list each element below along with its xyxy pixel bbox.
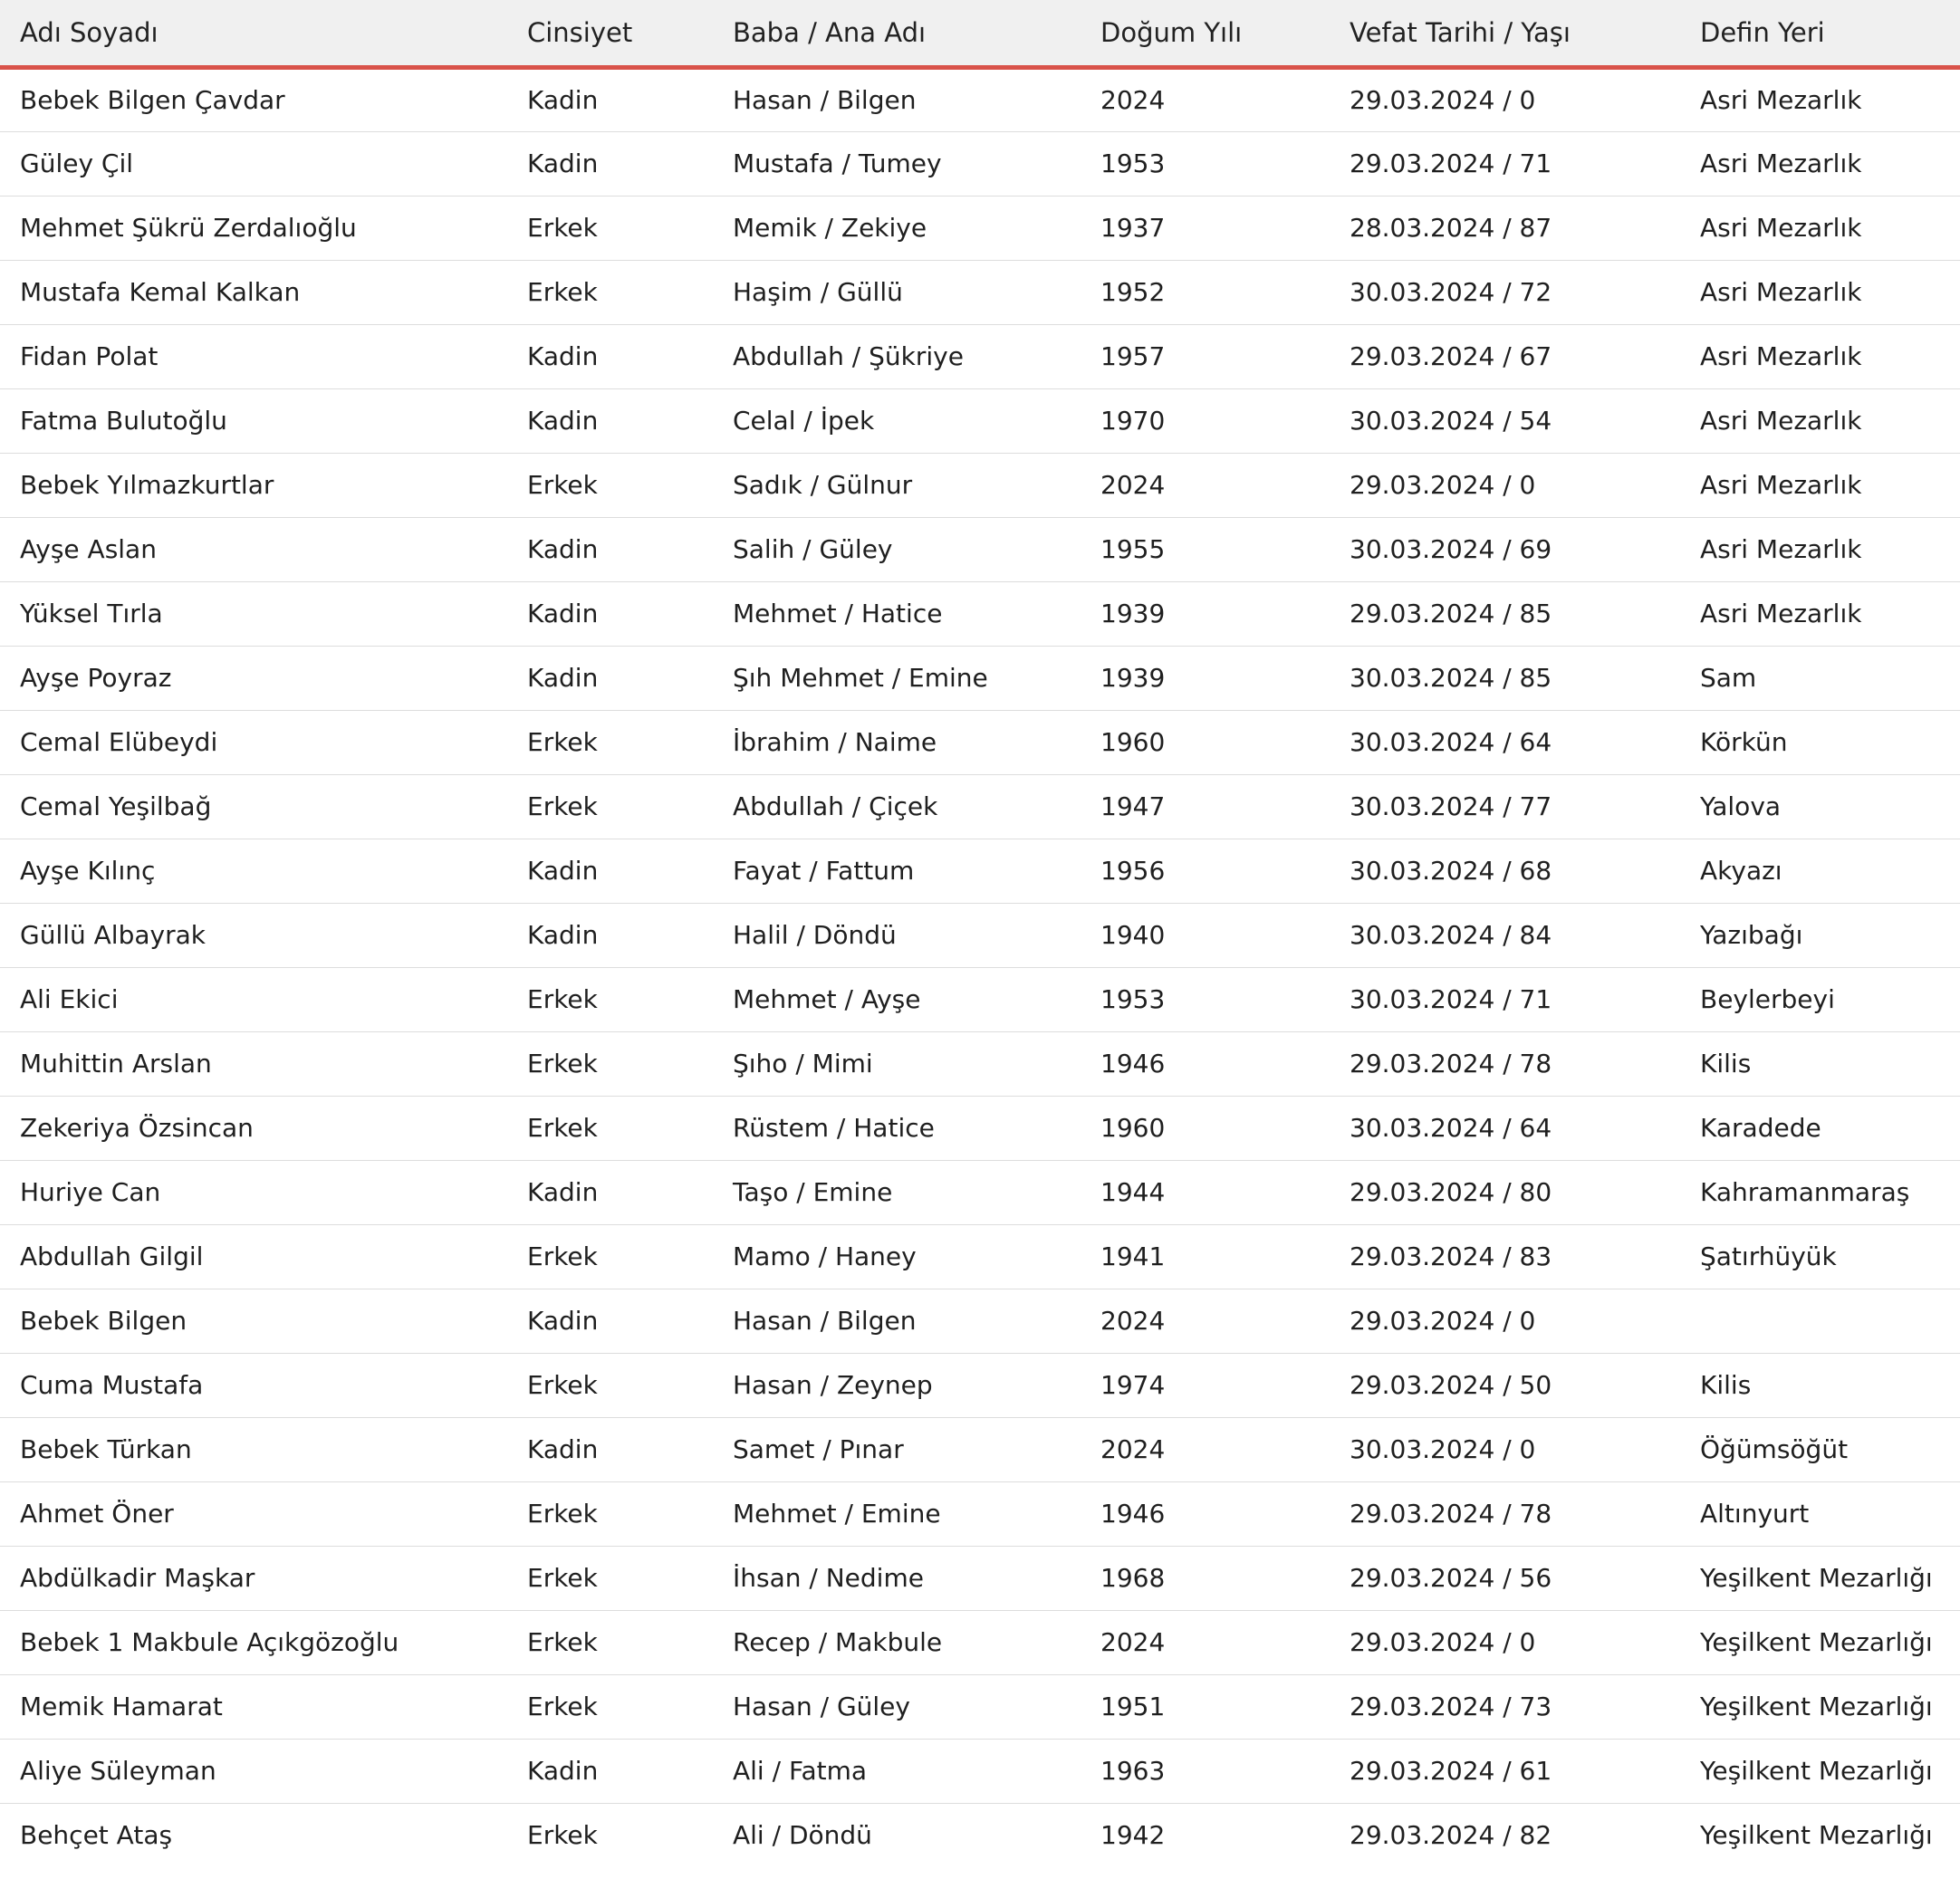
cell-birth-year: 1968 — [1081, 1546, 1330, 1610]
cell-parents: Hasan / Zeynep — [713, 1353, 1081, 1417]
cell-gender: Erkek — [527, 1820, 598, 1851]
cell-parents: Fayat / Fattum — [713, 839, 1081, 903]
table-row — [0, 646, 1960, 710]
cell-death-date-age: 29.03.2024 / 73 — [1330, 1674, 1680, 1739]
cell-name: Cemal Yeşilbağ — [0, 774, 507, 839]
cell-birth-year: 1957 — [1081, 324, 1330, 388]
cell-gender: Erkek — [507, 1481, 713, 1546]
table-row — [0, 581, 1960, 646]
cell-burial-place: Asri Mezarlık — [1680, 260, 1960, 324]
table-body — [0, 67, 1960, 1867]
cell-name: Mustafa Kemal Kalkan — [0, 260, 507, 324]
cell-parents: Hasan / Bilgen — [713, 67, 1081, 131]
cell-burial-place — [1680, 1289, 1960, 1353]
header-row — [0, 0, 1960, 67]
cell-name: Fatma Bulutoğlu — [0, 388, 507, 453]
cell-parents: Rüstem / Hatice — [713, 1096, 1081, 1160]
table-row — [0, 903, 1960, 967]
cell-death-date-age: 29.03.2024 / 50 — [1330, 1353, 1680, 1417]
cell-gender: Erkek — [507, 1353, 713, 1417]
cell-name: Abdülkadir Maşkar — [0, 1546, 507, 1610]
cell-parents: Taşo / Emine — [713, 1160, 1081, 1224]
cell-burial-place: Asri Mezarlık — [1680, 388, 1960, 453]
cell-death-date-age: 29.03.2024 / 80 — [1330, 1160, 1680, 1224]
header-gender: Cinsiyet — [507, 0, 713, 67]
cell-death-date-age: 30.03.2024 / 68 — [1330, 839, 1680, 903]
cell-death-date-age: 30.03.2024 / 64 — [1330, 1096, 1680, 1160]
cell-gender: Kadin — [507, 1289, 713, 1353]
cell-name: Ali Ekici — [0, 967, 507, 1031]
cell-gender: Kadin — [507, 1160, 713, 1224]
cell-gender: Kadin — [507, 1739, 713, 1803]
cell-gender: Kadin — [507, 388, 713, 453]
cell-burial-place: Karadede — [1680, 1096, 1960, 1160]
cell-death-date-age: 30.03.2024 / 84 — [1330, 903, 1680, 967]
table-row — [0, 1224, 1960, 1289]
cell-name: Behçet Ataş — [20, 1820, 173, 1851]
table-row — [0, 324, 1960, 388]
cell-parents: İbrahim / Naime — [713, 710, 1081, 774]
cell-gender: Erkek — [507, 260, 713, 324]
cell-name: Bebek Türkan — [0, 1417, 507, 1481]
cell-birth-year: 2024 — [1081, 453, 1330, 517]
cell-death-date-age: 30.03.2024 / 85 — [1330, 646, 1680, 710]
cell-birth-year: 1955 — [1081, 517, 1330, 581]
table-row — [0, 1610, 1960, 1674]
cell-death-date-age: 29.03.2024 / 0 — [1330, 1610, 1680, 1674]
table-row — [0, 967, 1960, 1031]
cell-gender: Kadin — [507, 1417, 713, 1481]
cell-birth-year: 2024 — [1081, 1417, 1330, 1481]
table-row — [0, 839, 1960, 903]
cell-birth-year: 1952 — [1081, 260, 1330, 324]
table-row — [0, 1739, 1960, 1803]
cell-birth-year: 2024 — [1081, 67, 1330, 131]
cell-burial-place: Sam — [1680, 646, 1960, 710]
cell-burial-place: Asri Mezarlık — [1680, 131, 1960, 196]
header-name: Adı Soyadı — [0, 0, 507, 67]
cell-birth-year: 1953 — [1081, 131, 1330, 196]
cell-gender: Erkek — [507, 710, 713, 774]
cell-death-date-age: 30.03.2024 / 0 — [1330, 1417, 1680, 1481]
cell-parents: Celal / İpek — [713, 388, 1081, 453]
cell-burial-place: Asri Mezarlık — [1680, 324, 1960, 388]
table-row — [0, 1481, 1960, 1546]
cell-birth-year: 1946 — [1081, 1031, 1330, 1096]
cell-birth-year: 1942 — [1100, 1820, 1166, 1851]
cell-parents: Mustafa / Tumey — [713, 131, 1081, 196]
cell-gender: Erkek — [507, 1031, 713, 1096]
table-row — [0, 1803, 1960, 1867]
cell-burial-place: Altınyurt — [1680, 1481, 1960, 1546]
cell-death-date-age: 29.03.2024 / 85 — [1330, 581, 1680, 646]
cell-gender: Erkek — [507, 774, 713, 839]
cell-death-date-age: 29.03.2024 / 67 — [1330, 324, 1680, 388]
table-row — [0, 1353, 1960, 1417]
cell-name: Yüksel Tırla — [0, 581, 507, 646]
cell-birth-year: 1956 — [1081, 839, 1330, 903]
table-row — [0, 1096, 1960, 1160]
cell-parents: Salih / Güley — [713, 517, 1081, 581]
cell-burial-place: Kahramanmaraş — [1680, 1160, 1960, 1224]
cell-death-date-age: 29.03.2024 / 56 — [1330, 1546, 1680, 1610]
cell-death-date-age: 30.03.2024 / 71 — [1330, 967, 1680, 1031]
cell-parents: Mehmet / Emine — [713, 1481, 1081, 1546]
table-row — [0, 517, 1960, 581]
table-row — [0, 1546, 1960, 1610]
cell-name: Mehmet Şükrü Zerdalıoğlu — [0, 196, 507, 260]
cell-burial-place: Yeşilkent Mezarlığı — [1680, 1739, 1960, 1803]
table-row — [0, 388, 1960, 453]
table-row — [0, 1160, 1960, 1224]
cell-name: Ayşe Poyraz — [0, 646, 507, 710]
cell-parents: Mehmet / Hatice — [713, 581, 1081, 646]
cell-birth-year: 2024 — [1081, 1610, 1330, 1674]
cell-burial-place: Yeşilkent Mezarlığı — [1680, 1674, 1960, 1739]
cell-name: Cuma Mustafa — [0, 1353, 507, 1417]
cell-name: Zekeriya Özsincan — [0, 1096, 507, 1160]
cell-birth-year: 1947 — [1081, 774, 1330, 839]
cell-parents: İhsan / Nedime — [713, 1546, 1081, 1610]
cell-parents: Memik / Zekiye — [713, 196, 1081, 260]
cell-name: Güley Çil — [0, 131, 507, 196]
cell-gender: Erkek — [507, 1610, 713, 1674]
cell-death-date-age: 30.03.2024 / 69 — [1330, 517, 1680, 581]
cell-parents: Sadık / Gülnur — [713, 453, 1081, 517]
cell-death-date-age: 29.03.2024 / 0 — [1330, 67, 1680, 131]
cell-name: Bebek 1 Makbule Açıkgözoğlu — [0, 1610, 507, 1674]
table-row — [0, 196, 1960, 260]
cell-burial-place: Kilis — [1680, 1031, 1960, 1096]
table-row — [0, 131, 1960, 196]
cell-gender: Kadin — [507, 67, 713, 131]
cell-parents: Mamo / Haney — [713, 1224, 1081, 1289]
table-row — [0, 1289, 1960, 1353]
cell-name: Muhittin Arslan — [0, 1031, 507, 1096]
cell-death-date-age: 29.03.2024 / 61 — [1330, 1739, 1680, 1803]
cell-death-date-age: 29.03.2024 / 78 — [1330, 1481, 1680, 1546]
cell-burial-place: Asri Mezarlık — [1680, 453, 1960, 517]
cell-death-date-age: 29.03.2024 / 0 — [1330, 453, 1680, 517]
cell-name: Bebek Yılmazkurtlar — [0, 453, 507, 517]
cell-name: Fidan Polat — [0, 324, 507, 388]
cell-name: Ayşe Aslan — [0, 517, 507, 581]
cell-parents: Şıh Mehmet / Emine — [713, 646, 1081, 710]
cell-death-date-age: 30.03.2024 / 77 — [1330, 774, 1680, 839]
table-row — [0, 453, 1960, 517]
table-row — [0, 260, 1960, 324]
cell-birth-year: 1937 — [1081, 196, 1330, 260]
cell-death-date-age: 30.03.2024 / 64 — [1330, 710, 1680, 774]
cell-parents: Haşim / Güllü — [713, 260, 1081, 324]
cell-gender: Erkek — [507, 1546, 713, 1610]
cell-gender: Kadin — [507, 324, 713, 388]
cell-name: Memik Hamarat — [0, 1674, 507, 1739]
cell-death-date-age: 29.03.2024 / 78 — [1330, 1031, 1680, 1096]
cell-death-date-age: 29.03.2024 / 71 — [1330, 131, 1680, 196]
cell-gender: Erkek — [507, 1096, 713, 1160]
cell-burial-place: Asri Mezarlık — [1680, 67, 1960, 131]
cell-gender: Erkek — [507, 1224, 713, 1289]
cell-parents: Hasan / Güley — [713, 1674, 1081, 1739]
table-row — [0, 710, 1960, 774]
cell-gender: Erkek — [507, 967, 713, 1031]
cell-gender: Kadin — [507, 839, 713, 903]
cell-birth-year: 1974 — [1081, 1353, 1330, 1417]
header-birth-year: Doğum Yılı — [1081, 0, 1330, 67]
cell-birth-year: 2024 — [1081, 1289, 1330, 1353]
cell-birth-year: 1970 — [1081, 388, 1330, 453]
cell-birth-year: 1940 — [1081, 903, 1330, 967]
table-header — [0, 0, 1960, 67]
header-burial-place: Defin Yeri — [1680, 0, 1960, 67]
cell-parents: Mehmet / Ayşe — [713, 967, 1081, 1031]
cell-parents: Ali / Fatma — [713, 1739, 1081, 1803]
cell-burial-place: Yeşilkent Mezarlığı — [1680, 1610, 1960, 1674]
cell-name: Bebek Bilgen — [0, 1289, 507, 1353]
cell-name: Cemal Elübeydi — [0, 710, 507, 774]
cell-birth-year: 1953 — [1081, 967, 1330, 1031]
cell-parents: Şıho / Mimi — [713, 1031, 1081, 1096]
cell-burial-place: Yalova — [1680, 774, 1960, 839]
cell-burial-place: Asri Mezarlık — [1680, 581, 1960, 646]
cell-burial-place: Kilis — [1680, 1353, 1960, 1417]
cell-birth-year: 1960 — [1081, 710, 1330, 774]
cell-parents: Abdullah / Çiçek — [713, 774, 1081, 839]
cell-burial-place: Beylerbeyi — [1680, 967, 1960, 1031]
cell-name: Ahmet Öner — [0, 1481, 507, 1546]
cell-name: Güllü Albayrak — [0, 903, 507, 967]
cell-death-date-age: 30.03.2024 / 54 — [1330, 388, 1680, 453]
cell-death-date-age: 28.03.2024 / 87 — [1330, 196, 1680, 260]
table-row — [0, 1031, 1960, 1096]
cell-birth-year: 1939 — [1081, 646, 1330, 710]
cell-birth-year: 1946 — [1081, 1481, 1330, 1546]
table-row — [0, 67, 1960, 131]
cell-birth-year: 1941 — [1081, 1224, 1330, 1289]
cell-birth-year: 1951 — [1081, 1674, 1330, 1739]
cell-name: Abdullah Gilgil — [0, 1224, 507, 1289]
cell-birth-year: 1960 — [1081, 1096, 1330, 1160]
cell-death-date-age: 29.03.2024 / 82 — [1350, 1820, 1552, 1851]
cell-parents: Samet / Pınar — [713, 1417, 1081, 1481]
cell-gender: Kadin — [507, 646, 713, 710]
cell-burial-place: Yazıbağı — [1680, 903, 1960, 967]
cell-birth-year: 1944 — [1081, 1160, 1330, 1224]
cell-gender: Erkek — [507, 196, 713, 260]
cell-parents: Hasan / Bilgen — [713, 1289, 1081, 1353]
cell-burial-place: Akyazı — [1680, 839, 1960, 903]
cell-burial-place: Yeşilkent Mezarlığı — [1680, 1546, 1960, 1610]
cell-name: Bebek Bilgen Çavdar — [0, 67, 507, 131]
table-row — [0, 1417, 1960, 1481]
cell-gender: Erkek — [507, 453, 713, 517]
cell-gender: Kadin — [507, 581, 713, 646]
cell-name: Ayşe Kılınç — [0, 839, 507, 903]
cell-burial-place: Asri Mezarlık — [1680, 196, 1960, 260]
cell-birth-year: 1939 — [1081, 581, 1330, 646]
cell-death-date-age: 29.03.2024 / 0 — [1330, 1289, 1680, 1353]
header-death-date-age: Vefat Tarihi / Yaşı — [1330, 0, 1680, 67]
cell-name: Aliye Süleyman — [0, 1739, 507, 1803]
cell-birth-year: 1963 — [1081, 1739, 1330, 1803]
header-parents: Baba / Ana Adı — [713, 0, 1081, 67]
cell-gender: Kadin — [507, 903, 713, 967]
cell-burial-place: Şatırhüyük — [1680, 1224, 1960, 1289]
cell-gender: Kadin — [507, 131, 713, 196]
table-row — [0, 774, 1960, 839]
cell-burial-place: Öğümsöğüt — [1680, 1417, 1960, 1481]
cell-name: Huriye Can — [0, 1160, 507, 1224]
cell-death-date-age: 29.03.2024 / 83 — [1330, 1224, 1680, 1289]
cell-burial-place: Körkün — [1680, 710, 1960, 774]
cell-parents: Ali / Döndü — [733, 1820, 872, 1851]
cell-gender: Erkek — [507, 1674, 713, 1739]
cell-gender: Kadin — [507, 517, 713, 581]
cell-death-date-age: 30.03.2024 / 72 — [1330, 260, 1680, 324]
cell-parents: Halil / Döndü — [713, 903, 1081, 967]
cell-parents: Abdullah / Şükriye — [713, 324, 1081, 388]
cell-burial-place: Asri Mezarlık — [1680, 517, 1960, 581]
cell-burial-place: Yeşilkent Mezarlığı — [1700, 1820, 1933, 1851]
table-row — [0, 1674, 1960, 1739]
cell-parents: Recep / Makbule — [713, 1610, 1081, 1674]
